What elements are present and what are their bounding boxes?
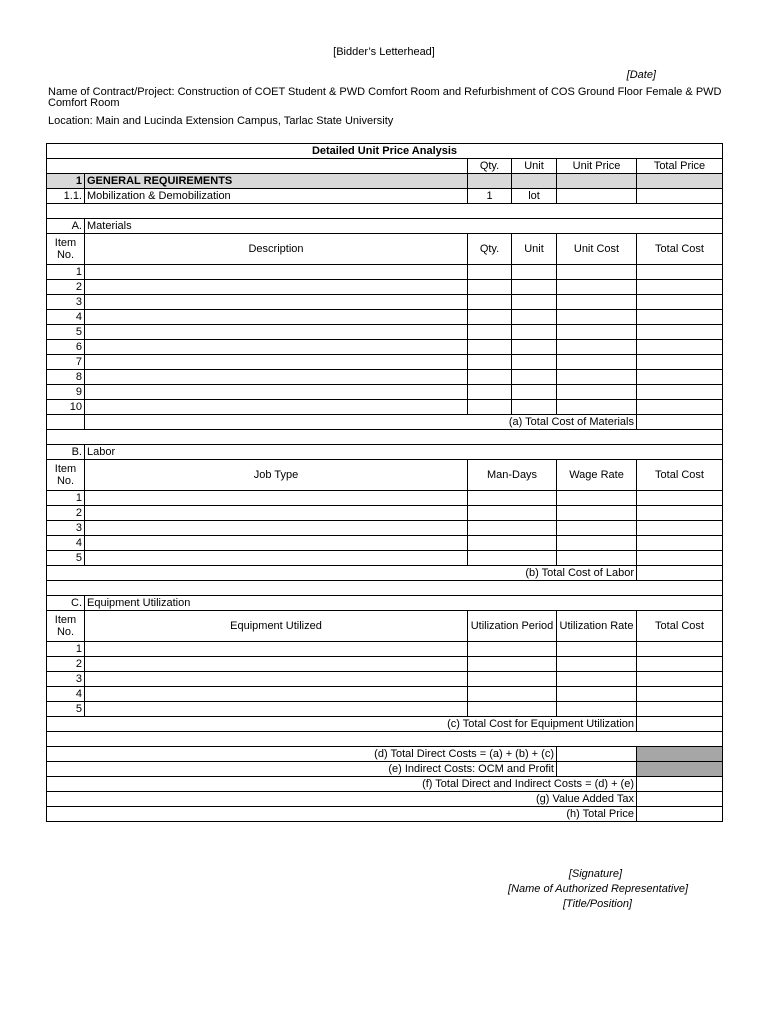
materials-header-qty: Qty.: [468, 234, 512, 265]
materials-header-unit: Unit: [512, 234, 557, 265]
summary-direct-costs-row: [47, 747, 723, 762]
labor-row: [47, 491, 723, 506]
general-requirements-row: [47, 174, 723, 189]
labor-header-job-type: Job Type: [85, 460, 468, 491]
equipment-header-total-cost: Total Cost: [637, 611, 723, 642]
mobilization-unit: lot: [512, 189, 557, 204]
labor-row: [47, 506, 723, 521]
materials-header-description: Description: [85, 234, 468, 265]
labor-total-label: (b) Total Cost of Labor: [47, 566, 637, 581]
equipment-header-rate: Utilization Rate: [557, 611, 637, 642]
materials-item-number: 5: [47, 325, 85, 340]
materials-row: [47, 355, 723, 370]
materials-item-number: 8: [47, 370, 85, 385]
materials-row: [47, 385, 723, 400]
header-qty: Qty.: [468, 159, 512, 174]
shaded-cell: [637, 747, 723, 762]
materials-item-number: 3: [47, 295, 85, 310]
labor-row: [47, 521, 723, 536]
equipment-item-number: 5: [47, 702, 85, 717]
materials-item-number: 2: [47, 280, 85, 295]
summary-f-label: (f) Total Direct and Indirect Costs = (d) + (e): [47, 777, 637, 792]
labor-header-wage-rate: Wage Rate: [557, 460, 637, 491]
summary-g-label: (g) Value Added Tax: [47, 792, 637, 807]
contract-name: Name of Contract/Project: Construction of COET Student & PWD Comfort Room and Refurbishment of COS Ground Floor Female & PWD Comfort Room: [48, 86, 722, 109]
labor-header-row: [47, 460, 723, 491]
labor-letter: B.: [47, 445, 85, 460]
equipment-total-row: [47, 717, 723, 732]
materials-header-unit-cost: Unit Cost: [557, 234, 637, 265]
labor-header-man-days: Man-Days: [468, 460, 557, 491]
materials-item-number: 9: [47, 385, 85, 400]
materials-header-row: [47, 234, 723, 265]
labor-total-row: [47, 566, 723, 581]
title-position-placeholder: [Title/Position]: [563, 898, 632, 910]
project-location: Location: Main and Lucinda Extension Campus, Tarlac State University: [48, 115, 394, 127]
summary-h-label: (h) Total Price: [47, 807, 637, 822]
equipment-item-number: 3: [47, 672, 85, 687]
unit-price-analysis-table: [46, 143, 723, 822]
equipment-letter: C.: [47, 596, 85, 611]
materials-item-number: 10: [47, 400, 85, 415]
header-unit: Unit: [512, 159, 557, 174]
equipment-item-number: 4: [47, 687, 85, 702]
equipment-header-item: Item No.: [47, 611, 85, 642]
materials-item-number: 7: [47, 355, 85, 370]
equipment-item-number: 1: [47, 642, 85, 657]
mobilization-number: 1.1.: [47, 189, 85, 204]
mobilization-label: Mobilization & Demobilization: [85, 189, 468, 204]
equipment-row: [47, 672, 723, 687]
materials-item-number: 6: [47, 340, 85, 355]
materials-row: [47, 400, 723, 415]
spacer-row: [47, 430, 723, 445]
equipment-total-label: (c) Total Cost for Equipment Utilization: [47, 717, 637, 732]
table-title-row: [47, 144, 723, 159]
labor-item-number: 2: [47, 506, 85, 521]
materials-row: [47, 310, 723, 325]
labor-item-number: 1: [47, 491, 85, 506]
labor-row: [47, 551, 723, 566]
top-header-row: [47, 159, 723, 174]
summary-d-label: (d) Total Direct Costs = (a) + (b) + (c): [47, 747, 557, 762]
header-unit-price: Unit Price: [557, 159, 637, 174]
equipment-row: [47, 657, 723, 672]
summary-indirect-costs-row: [47, 762, 723, 777]
labor-row: [47, 536, 723, 551]
mobilization-qty: 1: [468, 189, 512, 204]
mobilization-row: [47, 189, 723, 204]
labor-header-item: Item No.: [47, 460, 85, 491]
labor-header-total-cost: Total Cost: [637, 460, 723, 491]
materials-row: [47, 280, 723, 295]
equipment-row: [47, 702, 723, 717]
labor-item-number: 4: [47, 536, 85, 551]
header-total-price: Total Price: [637, 159, 723, 174]
equipment-label: Equipment Utilization: [85, 596, 723, 611]
materials-row: [47, 295, 723, 310]
materials-row: [47, 265, 723, 280]
materials-total-label: (a) Total Cost of Materials: [85, 415, 637, 430]
date-placeholder: [Date]: [626, 69, 656, 81]
materials-letter: A.: [47, 219, 85, 234]
shaded-cell: [637, 762, 723, 777]
materials-total-row: [47, 415, 723, 430]
summary-e-label: (e) Indirect Costs: OCM and Profit: [47, 762, 557, 777]
equipment-header-period: Utilization Period: [468, 611, 557, 642]
general-number: 1: [47, 174, 85, 189]
equipment-row: [47, 687, 723, 702]
materials-header-total-cost: Total Cost: [637, 234, 723, 265]
materials-row: [47, 325, 723, 340]
summary-total-price-row: [47, 807, 723, 822]
equipment-header-utilized: Equipment Utilized: [85, 611, 468, 642]
materials-row: [47, 370, 723, 385]
summary-vat-row: [47, 792, 723, 807]
equipment-item-number: 2: [47, 657, 85, 672]
labor-item-number: 3: [47, 521, 85, 536]
materials-label: Materials: [85, 219, 723, 234]
equipment-row: [47, 642, 723, 657]
spacer-row: [47, 581, 723, 596]
equipment-header-row: [47, 611, 723, 642]
materials-header-item: Item No.: [47, 234, 85, 265]
signature-placeholder: [Signature]: [568, 868, 622, 880]
bidder-letterhead: [Bidder’s Letterhead]: [333, 46, 435, 58]
labor-item-number: 5: [47, 551, 85, 566]
materials-row: [47, 340, 723, 355]
equipment-section-row: [47, 596, 723, 611]
general-label: GENERAL REQUIREMENTS: [85, 174, 468, 189]
spacer-row: [47, 204, 723, 219]
labor-label: Labor: [85, 445, 723, 460]
materials-section-row: [47, 219, 723, 234]
labor-section-row: [47, 445, 723, 460]
spacer-row: [47, 732, 723, 747]
summary-total-direct-indirect-row: [47, 777, 723, 792]
materials-item-number: 4: [47, 310, 85, 325]
materials-item-number: 1: [47, 265, 85, 280]
table-title: Detailed Unit Price Analysis: [47, 144, 723, 159]
authorized-representative-placeholder: [Name of Authorized Representative]: [508, 883, 688, 895]
